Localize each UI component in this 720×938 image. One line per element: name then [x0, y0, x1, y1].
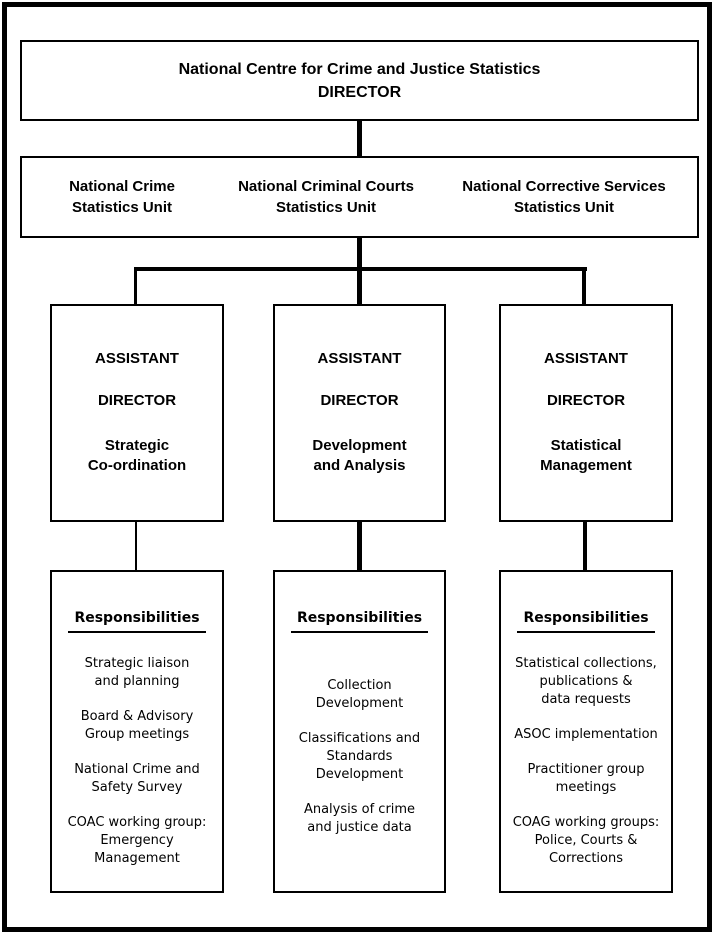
responsibility-item	[52, 814, 222, 868]
responsibility-line: Emergency	[100, 833, 174, 848]
unit-label-line: Statistics Unit	[275, 199, 377, 216]
responsibility-line: publications &	[539, 674, 633, 689]
responsibilities-heading	[275, 608, 444, 633]
responsibility-line: Development	[315, 767, 404, 782]
assistant-director-development-analysis	[273, 304, 446, 522]
assistant-specialty-line: Statistical	[550, 437, 622, 454]
responsibility-item	[275, 730, 444, 784]
assistant-title: ASSISTANT	[95, 350, 179, 367]
connector-director-units	[357, 121, 362, 156]
responsibility-line: Corrections	[548, 851, 624, 866]
responsibility-item	[501, 814, 671, 868]
responsibility-line: Development	[315, 696, 404, 711]
responsibilities-list	[501, 655, 671, 868]
responsibility-line: Strategic liaison	[84, 656, 190, 671]
responsibility-line: Standards	[326, 749, 393, 764]
unit-label-line: National Crime	[69, 178, 175, 195]
responsibility-line: and justice data	[307, 820, 412, 835]
responsibility-line: Analysis of crime	[303, 802, 416, 817]
responsibility-item	[275, 677, 444, 713]
responsibility-line: Practitioner group	[527, 762, 645, 777]
connector-drop-right	[582, 269, 586, 304]
unit-label-line: National Corrective Services	[462, 178, 666, 195]
director-box-title: National Centre for Crime and Justice Statistics	[178, 60, 541, 78]
responsibility-line: Police, Courts &	[534, 833, 638, 848]
unit-label-line: Statistics Unit	[71, 199, 173, 216]
director-box-role: DIRECTOR	[317, 83, 402, 101]
connector-drop-left	[134, 269, 137, 304]
responsibilities-heading-text: Responsibilities	[517, 608, 654, 633]
responsibility-line: and planning	[94, 674, 180, 689]
responsibility-line: Statistical collections,	[515, 656, 657, 671]
unit-national-crime	[69, 176, 175, 218]
assistant-director-strategic-coordination	[50, 304, 224, 522]
assistant-role: DIRECTOR	[546, 392, 626, 409]
responsibility-item	[501, 726, 671, 744]
unit-national-corrective-services	[462, 176, 665, 218]
responsibility-item	[275, 801, 444, 837]
assistant-role: DIRECTOR	[320, 392, 399, 409]
responsibilities-list	[275, 677, 444, 837]
responsibility-item	[52, 655, 222, 691]
assistant-specialty-line: and Analysis	[313, 457, 406, 474]
responsibility-line: meetings	[555, 780, 617, 795]
responsibility-line: Classifications and	[298, 731, 421, 746]
unit-label-line: National Criminal Courts	[238, 178, 414, 195]
responsibility-item	[52, 708, 222, 744]
assistant-director-statistical-management	[499, 304, 673, 522]
connector-ad-resp-middle	[357, 522, 362, 570]
assistant-specialty	[275, 436, 444, 476]
assistant-specialty	[52, 436, 222, 476]
responsibility-line: data requests	[541, 692, 631, 707]
assistant-specialty-line: Development	[312, 437, 407, 454]
assistant-role: DIRECTOR	[97, 392, 177, 409]
responsibility-line: Collection	[327, 678, 392, 693]
responsibility-item	[501, 761, 671, 797]
responsibilities-list	[52, 655, 222, 868]
assistant-specialty-line: Management	[540, 457, 632, 474]
assistant-specialty-line: Strategic	[104, 437, 170, 454]
responsibility-line: Management	[94, 851, 180, 866]
assistant-title: ASSISTANT	[544, 350, 628, 367]
responsibility-line: Board & Advisory	[80, 709, 194, 724]
responsibilities-heading	[52, 608, 222, 633]
director-box	[20, 40, 699, 121]
responsibilities-box-development-analysis	[273, 570, 446, 893]
responsibility-line: National Crime and	[74, 762, 200, 777]
responsibility-item	[501, 655, 671, 709]
responsibility-item	[52, 761, 222, 797]
assistant-specialty-line: Co-ordination	[87, 457, 187, 474]
responsibilities-heading-text: Responsibilities	[291, 608, 428, 633]
responsibilities-heading-text: Responsibilities	[68, 608, 205, 633]
responsibility-line: Group meetings	[84, 727, 190, 742]
responsibility-line: ASOC implementation	[514, 727, 658, 742]
responsibilities-heading	[501, 608, 671, 633]
connector-ad-resp-left	[135, 522, 137, 570]
connector-branch-horizontal	[134, 267, 587, 271]
responsibility-line: COAG working groups:	[512, 815, 660, 830]
unit-national-criminal-courts	[238, 176, 414, 218]
responsibility-line: Safety Survey	[91, 780, 183, 795]
assistant-specialty	[501, 436, 671, 476]
connector-units-stem	[357, 238, 362, 304]
responsibility-line: COAC working group:	[67, 815, 207, 830]
units-box	[20, 156, 699, 238]
connector-ad-resp-right	[583, 522, 587, 570]
assistant-title: ASSISTANT	[317, 350, 402, 367]
responsibilities-box-statistical-management	[499, 570, 673, 893]
responsibilities-box-strategic-coordination	[50, 570, 224, 893]
unit-label-line: Statistics Unit	[513, 199, 615, 216]
